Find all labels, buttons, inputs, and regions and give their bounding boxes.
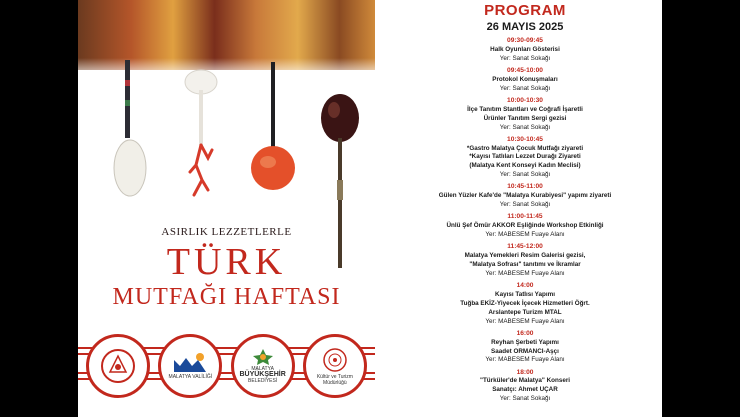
slot-activity: "Türküler'de Malatya" Konseri: [479, 377, 571, 385]
poster-left: [78, 0, 375, 417]
page-gutter: [375, 0, 388, 417]
program-page: [388, 0, 662, 417]
slot-activity: Arslantepe Turizm MTAL: [488, 308, 562, 316]
slot-venue: Yer: Sanat Sokağı: [499, 123, 551, 131]
slot-activity: (Malatya Kent Konseyi Kadın Meclisi): [469, 162, 581, 170]
buyuksehir-main-text: BÜYÜKŞEHİR: [239, 371, 286, 378]
slot-venue: Yer: Sanat Sokağı: [499, 84, 551, 92]
slot-activity: Kayısı Tatlısı Yapımı: [495, 290, 555, 298]
slot-activity: Halk Oyunları Gösterisi: [490, 45, 560, 53]
malatya-valiligi-emblem-icon: [158, 334, 222, 398]
amber-spoon-icon: [251, 62, 295, 190]
slot-activity: Gülen Yüzler Kafe'de "Malatya Kurabiyesi" yapımı ziyareti: [438, 192, 612, 200]
schedule-slot: [388, 136, 662, 181]
right-margin: [662, 0, 740, 417]
malatya-buyuksehir-emblem-icon: [231, 334, 295, 398]
program-title: PROGRAM: [484, 2, 566, 19]
valilik-text: MALATYA VALİLİĞİ: [168, 374, 213, 380]
slot-activity: Saadet ORMANCI-Aşçı: [491, 347, 559, 355]
poster-title-line1: TÜRK: [166, 241, 287, 283]
slot-activity: Malatya Yemekleri Resim Galerisi gezisi,: [464, 252, 586, 260]
slot-time: 10:00-10:30: [507, 96, 543, 104]
slot-venue: Yer: Sanat Sokağı: [499, 201, 551, 209]
culture-ministry-emblem-icon: [86, 334, 150, 398]
slot-venue: Yer: Sanat Sokağı: [499, 54, 551, 62]
slot-activity: *Kayısı Tatlıları Lezzet Durağı Ziyareti: [469, 153, 581, 161]
program-schedule: [388, 37, 662, 407]
poster-subtitle: ASIRLIK LEZZETLERLE: [161, 226, 292, 238]
slot-activity: Protokol Konuşmaları: [492, 75, 558, 83]
slot-time: 11:00-11:45: [507, 213, 543, 221]
schedule-slot: [388, 213, 662, 240]
schedule-slot: [388, 97, 662, 133]
slot-activity: "Malatya Sofrası" tanıtımı ve İkramlar: [469, 260, 581, 268]
white-spoon-icon: [114, 60, 146, 196]
coral-spoon-icon: [185, 70, 217, 195]
directorate-text: Kültür ve Turizm Müdürlüğü: [316, 374, 353, 386]
slot-venue: Yer: MABESEM Fuaye Alanı: [485, 269, 565, 277]
slot-venue: Yer: MABESEM Fuaye Alanı: [485, 356, 565, 364]
slot-activity: Ünlü Şef Ömür AKKOR Eşliğinde Workshop Etkinliği: [446, 222, 604, 230]
slot-time: 16:00: [516, 329, 534, 337]
poster-title-line2: MUTFAĞI HAFTASI: [112, 284, 341, 310]
slot-time: 10:45-11:00: [507, 183, 543, 191]
slot-activity: İlçe Tanıtım Stantları ve Coğrafi İşaretli: [467, 105, 583, 113]
schedule-slot: [388, 369, 662, 405]
logos-row: [78, 330, 375, 402]
slot-venue: Yer: Sanat Sokağı: [499, 395, 551, 403]
schedule-slot: [388, 330, 662, 366]
schedule-slot: [388, 243, 662, 279]
buyuksehir-bottom-text: BELEDİYESİ: [248, 378, 278, 384]
slot-activity: Reyhan Şerbeti Yapımı: [491, 338, 559, 346]
slot-activity: Ürünler Tanıtım Sergi gezisi: [483, 114, 567, 122]
slot-time: 09:30-09:45: [507, 37, 543, 44]
slot-time: 18:00: [516, 368, 534, 376]
slot-venue: Yer: MABESEM Fuaye Alanı: [485, 231, 565, 239]
program-date: 26 MAYIS 2025: [486, 21, 564, 33]
slot-time: 14:00: [516, 281, 534, 289]
schedule-slot: [388, 67, 662, 94]
buyuksehir-top-text: MALATYA: [251, 366, 274, 372]
slot-activity: Sanatçı: Ahmet UÇAR: [492, 386, 558, 394]
slot-venue: Yer: Sanat Sokağı: [499, 171, 551, 179]
schedule-slot: [388, 37, 662, 64]
slot-activity: *Gastro Malatya Çocuk Mutfağı ziyareti: [466, 144, 584, 152]
slot-time: 09:45-10:00: [507, 66, 543, 74]
slot-time: 11:45-12:00: [507, 243, 543, 251]
slot-time: 10:30-10:45: [507, 135, 543, 143]
slot-venue: Yer: MABESEM Fuaye Alanı: [485, 317, 565, 325]
schedule-slot: [388, 282, 662, 327]
schedule-slot: [388, 183, 662, 210]
tourism-directorate-emblem-icon: [303, 334, 367, 398]
slot-activity: Tuğba EKİZ-Yiyecek İçecek Hizmetleri Öğrt.: [460, 299, 590, 307]
